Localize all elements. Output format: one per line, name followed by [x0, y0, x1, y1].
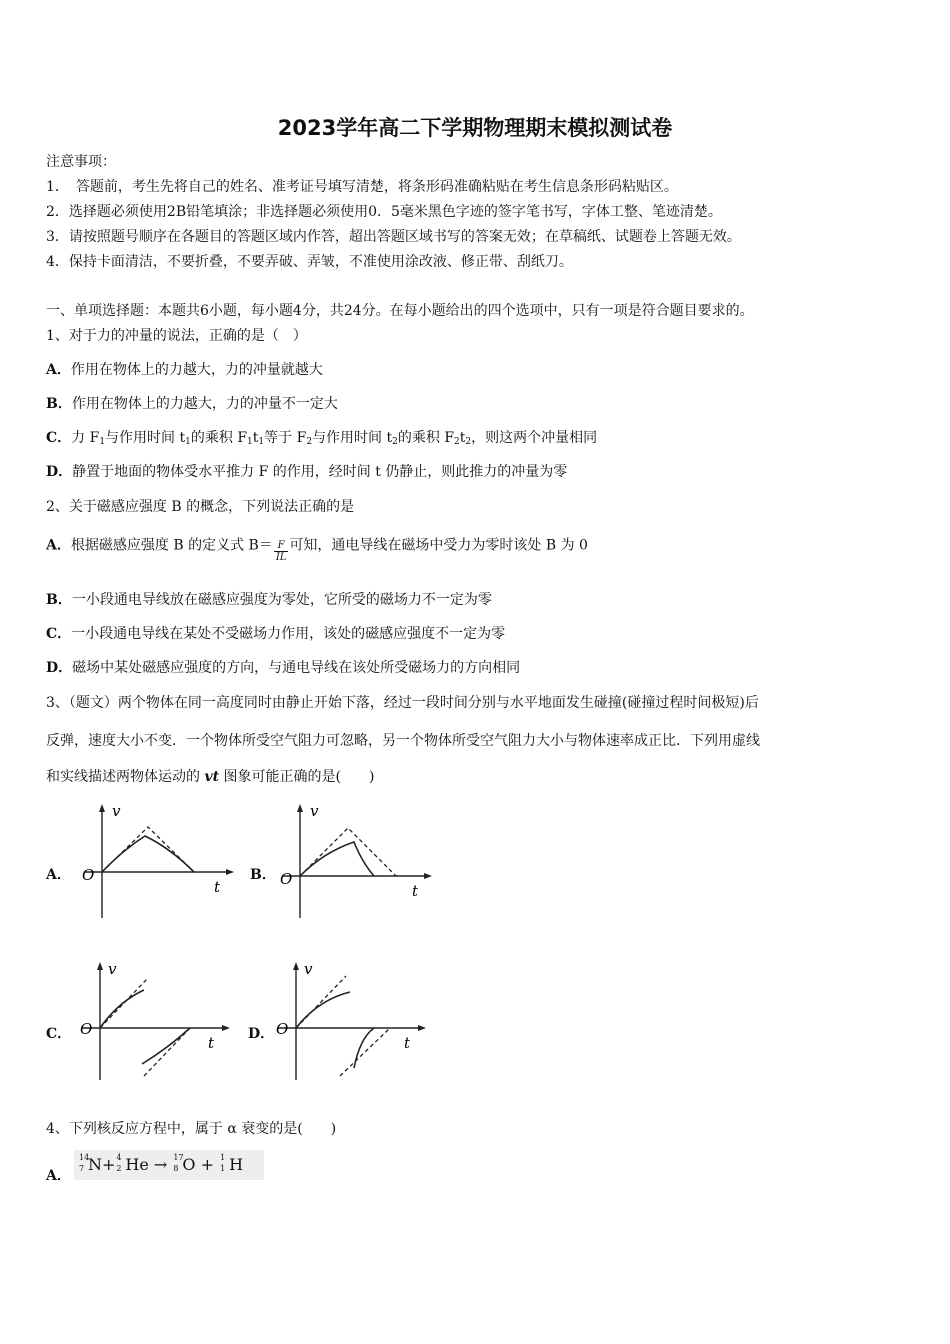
q3-graph-b	[276, 800, 436, 920]
svg-text:v: v	[310, 802, 319, 820]
q3-option-c-label: C．	[46, 1026, 72, 1042]
option-label: D．	[46, 660, 73, 676]
fraction-f-over-il: $\frac{F}{IL}$	[275, 540, 287, 563]
nuclide-h: 1 1 H	[220, 1153, 244, 1174]
option-text: 力 $F_1$与作用时间 $t_1$的乘积 $F_1t_1$等于 $F_2$与作用时间 $t_2$的乘积 $F_2t_2$，则这两个冲量相同	[71, 430, 598, 447]
q3-graph-d	[274, 958, 434, 1083]
q2-option-c	[46, 624, 505, 644]
svg-text:t: t	[208, 1034, 215, 1052]
option-label: B．	[46, 396, 72, 412]
q1-option-b	[46, 394, 338, 414]
notice-item-3: 3．请按照题号顺序在各题目的答题区域内作答，超出答题区域书写的答案无效；在草稿纸、试题卷上答题无效。	[46, 229, 741, 245]
q3-option-a-label: A．	[46, 867, 71, 883]
q3-option-d-label: D．	[248, 1026, 275, 1042]
svg-text:O: O	[280, 870, 293, 888]
svg-text:t: t	[412, 882, 419, 900]
q2-option-d	[46, 658, 520, 678]
q4-stem: 4、下列核反应方程中，属于 α 衰变的是( )	[46, 1121, 337, 1137]
q1-stem: 1、对于力的冲量的说法，正确的是（ ）	[46, 328, 307, 344]
notice-heading: 注意事项：	[46, 154, 116, 170]
q1-option-a	[46, 360, 323, 380]
q3-option-b-label: B．	[250, 867, 276, 883]
q4-option-a-label: A．	[46, 1168, 71, 1184]
option-label: B．	[46, 592, 72, 608]
reaction-arrow: →	[153, 1155, 168, 1174]
option-text: 磁场中某处磁感应强度的方向，与通电导线在该处所受磁场力的方向相同	[72, 660, 521, 676]
notice-item-4: 4．保持卡面清洁，不要折叠，不要弄破、弄皱，不准使用涂改液、修正带、刮纸刀。	[46, 254, 573, 270]
svg-text:O: O	[80, 1020, 93, 1038]
q4-option-a-equation: 14 7 N+ 4 2 He → 17 8 O + 1 1 H	[74, 1150, 264, 1180]
notice-item-2: 2．选择题必须使用2B铅笔填涂；非选择题必须使用0．5毫米黑色字迹的签字笔书写，字体工整、笔迹清楚。	[46, 204, 722, 220]
q2-stem: 2、关于磁感应强度 B 的概念，下列说法正确的是	[46, 499, 355, 515]
section-heading: 一、单项选择题：本题共6小题，每小题4分，共24分。在每小题给出的四个选项中，只有一项是符合题目要求的。	[46, 303, 754, 319]
option-label: C．	[46, 430, 72, 446]
option-text: 作用在物体上的力越大，力的冲量不一定大	[71, 396, 338, 412]
q3-stem-line-2: 反弹，速度大小不变．一个物体所受空气阻力可忽略，另一个物体所受空气阻力大小与物体速率成正比．下列用虚线	[46, 733, 760, 749]
svg-text:O: O	[276, 1020, 289, 1038]
q1-option-d	[46, 462, 567, 482]
q3-stem-line-3: 和实线描述两物体运动的 vt 图象可能正确的是( )	[46, 769, 375, 785]
option-text: 一小段通电导线放在磁感应强度为零处，它所受的磁场力不一定为零	[71, 592, 492, 608]
page-title: 2023学年高二下学期物理期末模拟测试卷	[277, 116, 673, 140]
option-text: 作用在物体上的力越大，力的冲量就越大	[70, 362, 323, 378]
q3-stem-line-1: 3、（题文）两个物体在同一高度同时由静止开始下落，经过一段时间分别与水平地面发生碰撞(碰撞过程时间极短)后	[46, 695, 759, 711]
svg-text:v: v	[108, 960, 117, 978]
q1-option-c	[46, 428, 597, 452]
svg-text:O: O	[82, 866, 95, 884]
option-text: 根据磁感应强度 B 的定义式 B＝	[70, 537, 273, 554]
nuclide-n: 14 7 N	[79, 1153, 102, 1174]
option-text: 一小段通电导线在某处不受磁场力作用，该处的磁感应强度不一定为零	[71, 626, 506, 642]
q2-option-b	[46, 590, 492, 610]
q2-option-a	[46, 534, 588, 563]
svg-text:t: t	[404, 1034, 411, 1052]
q3-graph-c	[78, 958, 238, 1083]
option-label: A．	[46, 362, 71, 378]
svg-text:v: v	[112, 802, 121, 820]
notice-item-1: 1． 答题前，考生先将自己的姓名、准考证号填写清楚，将条形码准确粘贴在考生信息条形码粘贴区。	[46, 179, 678, 195]
option-label: C．	[46, 626, 72, 642]
svg-text:t: t	[214, 878, 221, 896]
option-text: 可知，通电导线在磁场中受力为零时该处 B 为 0	[289, 537, 588, 554]
option-text: 静置于地面的物体受水平推力 F 的作用，经时间 t 仍静止，则此推力的冲量为零	[72, 464, 568, 480]
svg-text:v: v	[304, 960, 313, 978]
nuclide-o: 17 8 O	[173, 1153, 196, 1174]
nuclide-he: 4 2 He	[116, 1153, 149, 1174]
option-label: D．	[46, 464, 73, 480]
option-label: A．	[46, 537, 71, 554]
q3-graph-a	[78, 800, 238, 920]
